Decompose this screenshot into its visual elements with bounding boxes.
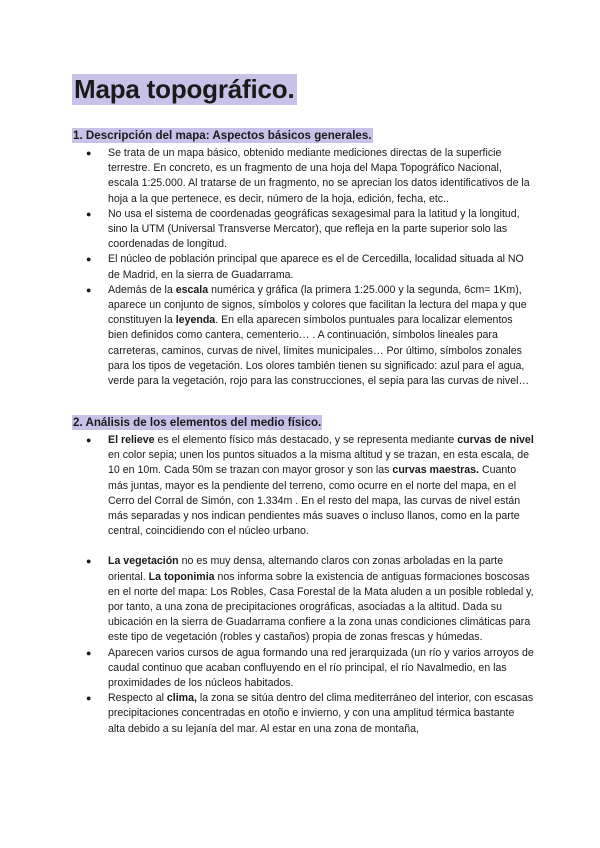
item-text: No usa el sistema de coordenadas geográficas sexagesimal para la latitud y la longitud, sino la UTM (Universal Transverse Mercator), que refleja en la parte superior solo las coordenadas de longitud. [108,207,520,251]
document-title: Mapa topográfico. [74,74,295,104]
item-text: Cuanto más juntas, mayor es la pendiente del terreno, como ocurre en el norte del mapa, en el Cerro del Corral de Simón, con 1.334m . En el resto del mapa, las curvas de nivel están más separadas y nos indican pendientes más suaves o incluso llanos, como en la parte central, coincidiendo con el núcleo urbano. [108,464,521,538]
item-text: nos informa sobre la existencia de antiguas formaciones boscosas en el norte del mapa: Los Robles, Casa Forestal de la Mata aluden a un posible robledal y, por tanto, a una zona de precipitaciones orográficas, asociadas a la altitud. Dada su ubicación en la sierra de Guadarrama confiere a la zona unas condiciones climáticas para este tipo de vegetación (robles y castaños) propia de zonas frescas y húmedas. [108,570,534,644]
bold-term: El relieve [108,434,155,446]
bullet-icon: ● [86,435,92,445]
section-heading: 1. Descripción del mapa: Aspectos básicos generales. [73,129,372,142]
bold-term: clima, [166,692,197,705]
list-item [72,146,534,207]
item-text: El núcleo de población principal que aparece es el de Cercedilla, localidad situada al NO de Madrid, en la sierra de Guadarrama. [108,253,524,281]
bold-term: leyenda [175,314,216,327]
bold-term: La toponimia [148,570,215,583]
bullet-icon: ● [86,693,92,704]
bullet-list [72,146,534,389]
bullet-list [72,433,534,737]
item-text: Aparecen varios cursos de agua formando una red jerarquizada (un río y varios arroyos de caudal continuo que acaban confluyendo en el río principal, el río Navalmedio, en las proximidades de los núcleos habitados. [108,646,534,690]
list-item [72,554,534,645]
item-text: . En ella aparecen símbolos puntuales para localizar elementos bien definidos como cantera, cementerio… . A continuación, símbolos lineales para carreteras, caminos, curvas de nivel, límites municipales… Por último, símbolos zonales para los tipos de vegetación. Los olores también tienen su significado: azul para el agua, verde para la vegetación, rojo para las construcciones, el sepia para las curvas de nivel… [108,314,530,388]
item-text: Se trata de un mapa básico, obtenido mediante mediciones directas de la superficie terrestre. En concreto, es un fragmento de una hoja del Mapa Topográfico Nacional, escala 1:25.000. Al tratarse de un fragmento, no se aprecian los datos identificativos de la hoja a la que pertenece, es decir, número de la hoja, edición, fecha, etc.. [108,147,530,205]
item-text: Además de la [108,283,176,296]
list-item [72,646,534,692]
item-text: la zona se sitúa dentro del clima mediterráneo del interior, con escasas precipitaciones concentradas en otoño e invierno, y con una amplitud térmica bastante alta debido a su lejanía del mar. Al estar en una zona de montaña, [108,692,534,735]
item-text: Respecto al [108,692,167,705]
bullet-icon: ● [86,647,92,658]
bold-term: escala [175,283,209,296]
bullet-icon: ● [86,556,92,567]
item-text: es el elemento físico más destacado, y se representa mediante [154,434,458,446]
list-item [72,283,534,389]
bullet-icon: ● [86,254,92,265]
item-text: numérica y gráfica (la primera 1:25.000 y la segunda, 6cm= 1Km), aparece un conjunto de signos, símbolos y colores que facilitan la lectura del mapa y que constituyen la [108,283,527,327]
list-item [72,252,534,282]
item-text: no es muy densa, alternando claros con zonas arboladas en la parte oriental. [108,555,504,583]
bullet-icon: ● [86,284,92,295]
list-item [72,433,534,539]
section-heading: 2. Análisis de los elementos del medio físico. [73,416,322,429]
bold-term: La vegetación [108,555,179,568]
section-description [72,126,534,389]
bullet-icon: ● [86,208,92,219]
bullet-icon: ● [86,148,92,158]
list-item [72,207,534,253]
item-text: en color sepia; unen los puntos situados a la misma altitud y se trazan, en esta escala, de 10 en 10m. Cada 50m se trazan con mayor grosor y son las [108,449,530,477]
list-item [72,691,534,737]
section-physical-analysis [72,413,534,737]
bold-term: curvas de nivel [457,434,534,446]
bold-term: curvas maestras. [392,464,479,477]
